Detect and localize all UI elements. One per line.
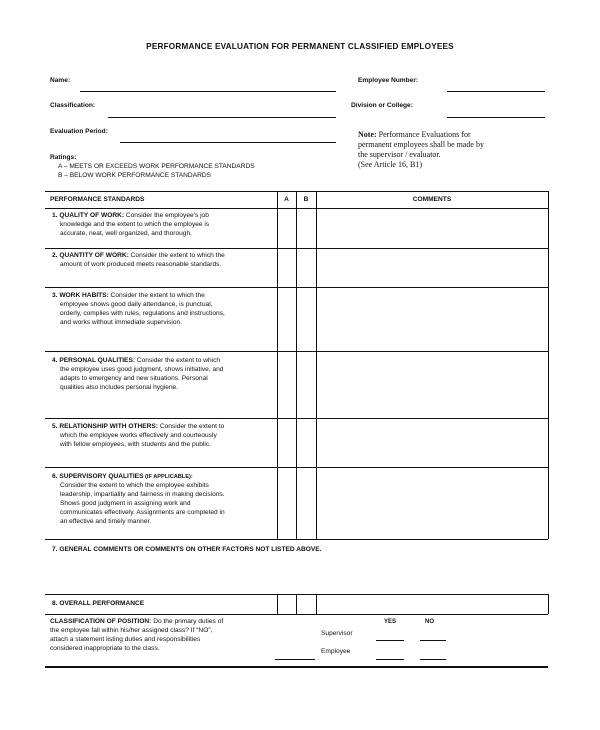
classification-label: Classification: — [50, 102, 96, 109]
division-label: Division or College: — [351, 102, 413, 109]
note-text-2: permanent employees shall be made by — [358, 140, 484, 149]
employee-signature-field[interactable] — [275, 659, 315, 660]
name-field[interactable] — [80, 91, 336, 92]
supervisor-no-field[interactable] — [420, 640, 446, 641]
col-b-header: B — [303, 196, 309, 203]
standard-supervisory-qualities: 6. SUPERVISORY QUALITIES (IF APPLICABLE): Consider the extent to which the employee exhibits leadership, impartiality and fairness in making decisions. Shows good judgment in assigning work and communicates effectively. Assignments are completed in an effective and timely manner. — [52, 473, 225, 525]
general-comments-area[interactable] — [50, 558, 545, 592]
standard-personal-qualities: 4. PERSONAL QUALITIES: Consider the extent to which the employee uses good judgment, shows initiative, and adapts to emergency and new situations. Personal qualities also includes personal hygiene. — [52, 357, 224, 391]
standard-work-habits: 3. WORK HABITS: Consider the extent to which the employee shows good daily attendance, is punctual, orderly, complies with rules, regulations and instructions, and works without immediate supervision. — [52, 292, 225, 326]
employee-yes-field[interactable] — [376, 659, 404, 660]
comment-cell[interactable] — [317, 209, 548, 248]
note-text-3: the supervisor / evaluator. — [358, 150, 441, 159]
classification-field[interactable] — [108, 117, 336, 118]
supervisor-yes-field[interactable] — [376, 640, 404, 641]
note-text-4: (See Article 16, B1) — [358, 160, 422, 169]
note-label: Note: — [358, 130, 377, 139]
employee-no-field[interactable] — [420, 659, 446, 660]
overall-performance-heading: 8. OVERALL PERFORMANCE — [52, 600, 145, 607]
no-label: NO — [425, 619, 434, 625]
rating-a-cell[interactable] — [278, 209, 296, 248]
standard-quantity-of-work: 2. QUANTITY OF WORK: Consider the extent to which the amount of work produced meets reasonable standards. — [52, 252, 225, 268]
yes-label: YES — [384, 619, 397, 625]
rating-b: B – BELOW WORK PERFORMANCE STANDARDS — [58, 172, 212, 179]
rating-a: A – MEETS OR EXCEEDS WORK PERFORMANCE STANDARDS — [58, 163, 255, 170]
standard-quality-of-work: 1. QUALITY OF WORK: Consider the employee's job knowledge and the extent to which the employee is accurate, neat, well organized, and thorough. — [52, 212, 210, 237]
note-text-1: Performance Evaluations for — [376, 130, 471, 139]
evaluation-period-field[interactable] — [120, 142, 336, 143]
employee-number-field[interactable] — [447, 91, 545, 92]
col-standards-header: PERFORMANCE STANDARDS — [50, 196, 145, 203]
supervisor-label: Supervisor — [321, 630, 353, 637]
note-block — [358, 130, 558, 170]
rating-b-cell[interactable] — [297, 209, 316, 248]
division-field[interactable] — [447, 117, 545, 118]
evaluation-period-label: Evaluation Period: — [50, 128, 108, 135]
classification-of-position: CLASSIFICATION OF POSITION: Do the primary duties of the employee fall within his/her assigned class? If “NO”, attach a statement listing duties and responsibilities considered inappropriate to the class. — [50, 618, 224, 652]
col-a-header: A — [284, 196, 289, 203]
col-comments-header: COMMENTS — [412, 196, 452, 203]
employee-label: Employee — [321, 648, 351, 655]
employee-number-label: Employee Number: — [358, 77, 419, 84]
ratings-label: Ratings: — [50, 154, 77, 161]
general-comments-heading: 7. GENERAL COMMENTS OR COMMENTS ON OTHER FACTORS NOT LISTED ABOVE. — [52, 546, 322, 553]
page-title: PERFORMANCE EVALUATION FOR PERMANENT CLASSIFIED EMPLOYEES — [146, 42, 454, 51]
standard-relationship-with-others: 5. RELATIONSHIP WITH OTHERS: Consider the extent to which the employee works effectively and courteously with fellow employees, with students and the public. — [52, 423, 225, 448]
ratings-block — [50, 153, 255, 180]
name-label: Name: — [50, 77, 71, 84]
